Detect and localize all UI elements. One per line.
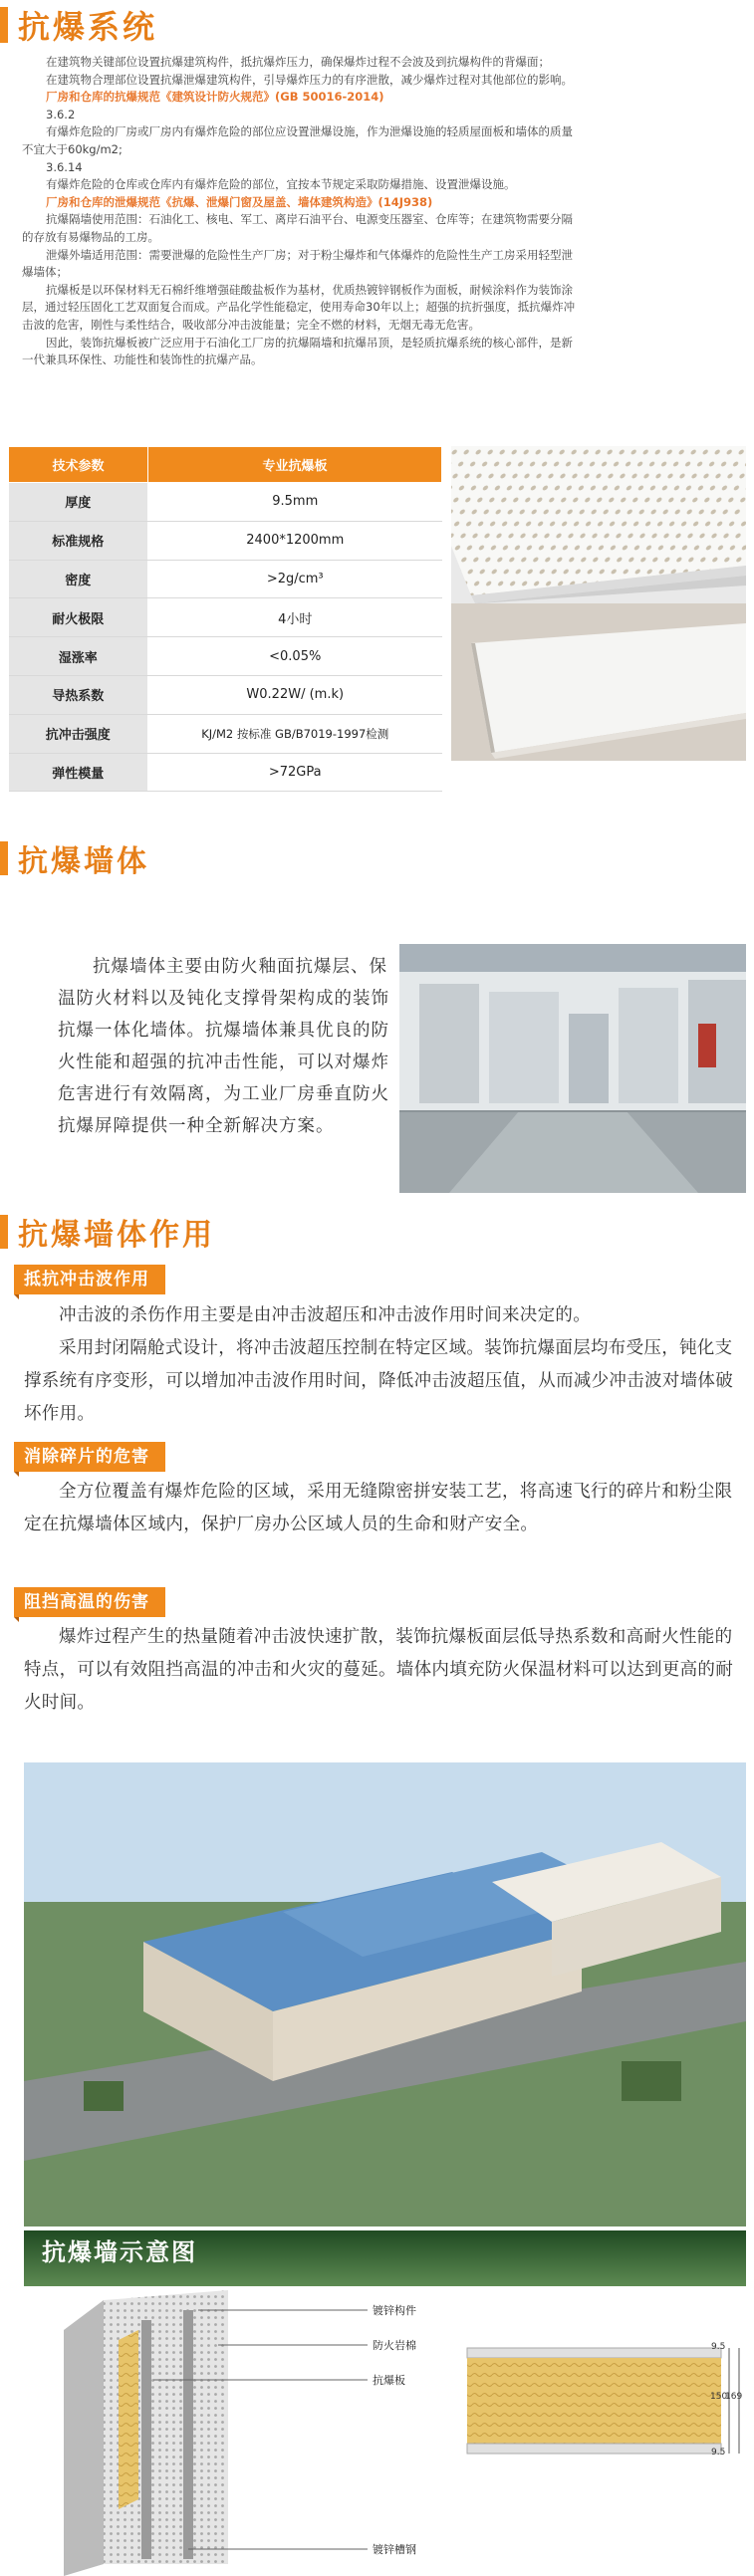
intro-paragraph: 击波的危害，刚性与柔性结合，吸收部分冲击波能量；完全不燃的材料，无烟无毒无危害。 bbox=[22, 317, 480, 332]
title-accent-bar bbox=[0, 841, 8, 875]
title-accent-bar bbox=[0, 7, 8, 43]
spec-key: 厚度 bbox=[9, 483, 148, 522]
intro-paragraph: 抗爆隔墙使用范围：石油化工、核电、军工、离岸石油平台、电源变压器室、仓库等；在建筑物需要分隔 bbox=[46, 212, 573, 227]
label-blast-board: 抗爆板 bbox=[373, 2374, 405, 2387]
badge-shockwave: 抵抗冲击波作用 bbox=[14, 1265, 165, 1294]
fragments-text bbox=[24, 1476, 736, 1541]
spec-value: 2400*1200mm bbox=[148, 521, 442, 560]
blast-wall-schematic bbox=[24, 2230, 746, 2576]
spec-row bbox=[9, 675, 442, 714]
spec-key: 耐火极限 bbox=[9, 598, 148, 637]
spec-row bbox=[9, 637, 442, 676]
intro-paragraph: 有爆炸危险的仓库或仓库内有爆炸危险的部位，宜按本节规定采取防爆措施、设置泄爆设施。 bbox=[46, 177, 516, 192]
board-cross-section-image bbox=[451, 603, 746, 761]
spec-table-header-row bbox=[9, 447, 442, 483]
spec-key: 弹性模量 bbox=[9, 753, 148, 792]
spec-row bbox=[9, 483, 442, 522]
spec-header-board: 专业抗爆板 bbox=[148, 447, 442, 483]
factory-interior-photo bbox=[399, 944, 746, 1193]
spec-value: <0.05% bbox=[148, 637, 442, 676]
spec-value: KJ/M2 按标准 GB/B7019-1997检测 bbox=[148, 714, 442, 753]
spec-key: 抗冲击强度 bbox=[9, 714, 148, 753]
spec-value: 4小时 bbox=[148, 598, 442, 637]
spec-key: 密度 bbox=[9, 560, 148, 598]
spec-row bbox=[9, 753, 442, 792]
spec-value: 9.5mm bbox=[148, 483, 442, 522]
clause-number: 3.6.2 bbox=[46, 107, 76, 121]
schematic-title: 抗爆墙示意图 bbox=[42, 2238, 197, 2266]
section-title-text: 抗爆系统 bbox=[18, 8, 158, 46]
dim-total: 169 bbox=[725, 2392, 743, 2402]
intro-paragraph: 的存放有易爆物品的工房。 bbox=[22, 229, 159, 244]
intro-paragraph: 在建筑物关键部位设置抗爆建筑构件，抵抗爆炸压力，确保爆炸过程不会波及到抗爆构件的背爆面； bbox=[46, 55, 550, 69]
spec-key: 标准规格 bbox=[9, 521, 148, 560]
label-fire-rock-wool: 防火岩棉 bbox=[373, 2339, 416, 2352]
spec-row bbox=[9, 560, 442, 598]
section-title-blast-wall bbox=[0, 836, 149, 880]
intro-paragraph: 因此，装饰抗爆板被广泛应用于石油化工厂房的抗爆隔墙和抗爆吊顶，是轻质抗爆系统的核心部件，是新 bbox=[46, 335, 573, 350]
spec-row bbox=[9, 598, 442, 637]
intro-paragraph: 有爆炸危险的厂房或厂房内有爆炸危险的部位应设置泄爆设施，作为泄爆设施的轻质屋面板和墙体的质量 bbox=[46, 124, 573, 139]
shockwave-paragraph: 采用封闭隔舱式设计，将冲击波超压控制在特定区域。装饰抗爆面层均布受压，钝化支撑系统有序变形，可以增加冲击波作用时间，降低冲击波超压值，从而减少冲击波对墙体破坏作用。 bbox=[24, 1338, 733, 1424]
blast-wall-paragraph: 抗爆墙体主要由防火釉面抗爆层、保温防火材料以及钝化支撑骨架构成的装饰抗爆一体化墙体。抗爆墙体兼具优良的防火性能和超强的抗冲击性能，可以对爆炸危害进行有效隔离，为工业厂房垂直防火抗爆屏障提供一种全新解决方案。 bbox=[58, 957, 389, 1136]
spec-key: 湿涨率 bbox=[9, 637, 148, 676]
section-title-text: 抗爆墙体 bbox=[18, 844, 149, 879]
blast-wall-description bbox=[58, 951, 391, 1142]
intro-paragraph: 泄爆外墙适用范围：需要泄爆的危险性生产厂房；对于粉尘爆炸和气体爆炸的危险性生产工房采用轻型泄 bbox=[46, 247, 573, 262]
intro-paragraph: 层，通过轻压固化工艺双面复合而成。产品化学性能稳定，使用寿命30年以上；超强的抗折强度，抵抗爆炸冲 bbox=[22, 300, 576, 315]
spec-value: >2g/cm³ bbox=[148, 560, 442, 598]
dim-top: 9.5 bbox=[711, 2342, 726, 2352]
intro-paragraph: 爆墙体； bbox=[22, 265, 68, 280]
dim-middle: 150 bbox=[710, 2392, 728, 2402]
section-title-explosion-system bbox=[0, 0, 157, 50]
shockwave-text bbox=[24, 1299, 736, 1431]
spec-value: >72GPa bbox=[148, 753, 442, 792]
badge-high-temperature: 阻挡高温的伤害 bbox=[14, 1587, 165, 1617]
code-reference: 厂房和仓库的抗爆规范《建筑设计防火规范》(GB 50016-2014) bbox=[46, 90, 384, 105]
badge-fragments: 消除碎片的危害 bbox=[14, 1442, 165, 1472]
label-galvanized-part: 镀锌构件 bbox=[373, 2304, 416, 2317]
spec-key: 导热系数 bbox=[9, 675, 148, 714]
intro-paragraph: 在建筑物合理部位设置抗爆泄爆建筑构件，引导爆炸压力的有序泄散，减少爆炸过程对其他部位的影响。 bbox=[46, 72, 573, 87]
intro-paragraph: 抗爆板是以环保材料无石棉纤维增强硅酸盐板作为基材，优质热镀锌钢板作为面板，耐候涂料作为装饰涂 bbox=[46, 282, 573, 297]
intro-paragraph: 不宜大于60kg/m2; bbox=[22, 141, 123, 156]
high-temperature-text bbox=[24, 1621, 736, 1720]
spec-value: W0.22W/ (m.k) bbox=[148, 675, 442, 714]
section-title-wall-function bbox=[0, 1210, 215, 1254]
spec-table bbox=[8, 446, 442, 792]
intro-paragraph: 一代兼具环保性、功能性和装饰性的抗爆产品。 bbox=[22, 352, 263, 367]
perforated-board-stack-image bbox=[451, 446, 746, 603]
intro-text-block bbox=[22, 54, 734, 369]
spec-header-param: 技术参数 bbox=[9, 447, 148, 483]
section-title-text: 抗爆墙体作用 bbox=[18, 1218, 215, 1253]
fragments-paragraph: 全方位覆盖有爆炸危险的区域，采用无缝隙密拼安装工艺，将高速飞行的碎片和粉尘限定在抗爆墙体区域内，保护厂房办公区域人员的生命和财产安全。 bbox=[24, 1482, 733, 1534]
dim-bottom: 9.5 bbox=[711, 2448, 726, 2458]
spec-row bbox=[9, 521, 442, 560]
spec-row bbox=[9, 714, 442, 753]
perforated-board-photo bbox=[451, 446, 746, 761]
code-reference: 厂房和仓库的泄爆规范《抗爆、泄爆门窗及屋盖、墙体建筑构造》(14J938) bbox=[46, 194, 433, 209]
high-temperature-paragraph: 爆炸过程产生的热量随着冲击波快速扩散，装饰抗爆板面层低导热系数和高耐火性能的特点，可以有效阻挡高温的冲击和火灾的蔓延。墙体内填充防火保温材料可以达到更高的耐火时间。 bbox=[24, 1627, 733, 1713]
label-galvanized-channel: 镀锌槽钢 bbox=[373, 2543, 416, 2556]
aerial-plant-photo bbox=[24, 1762, 746, 2226]
title-accent-bar bbox=[0, 1215, 8, 1249]
clause-number: 3.6.14 bbox=[46, 159, 83, 174]
shockwave-paragraph: 冲击波的杀伤作用主要是由冲击波超压和冲击波作用时间来决定的。 bbox=[59, 1305, 591, 1325]
